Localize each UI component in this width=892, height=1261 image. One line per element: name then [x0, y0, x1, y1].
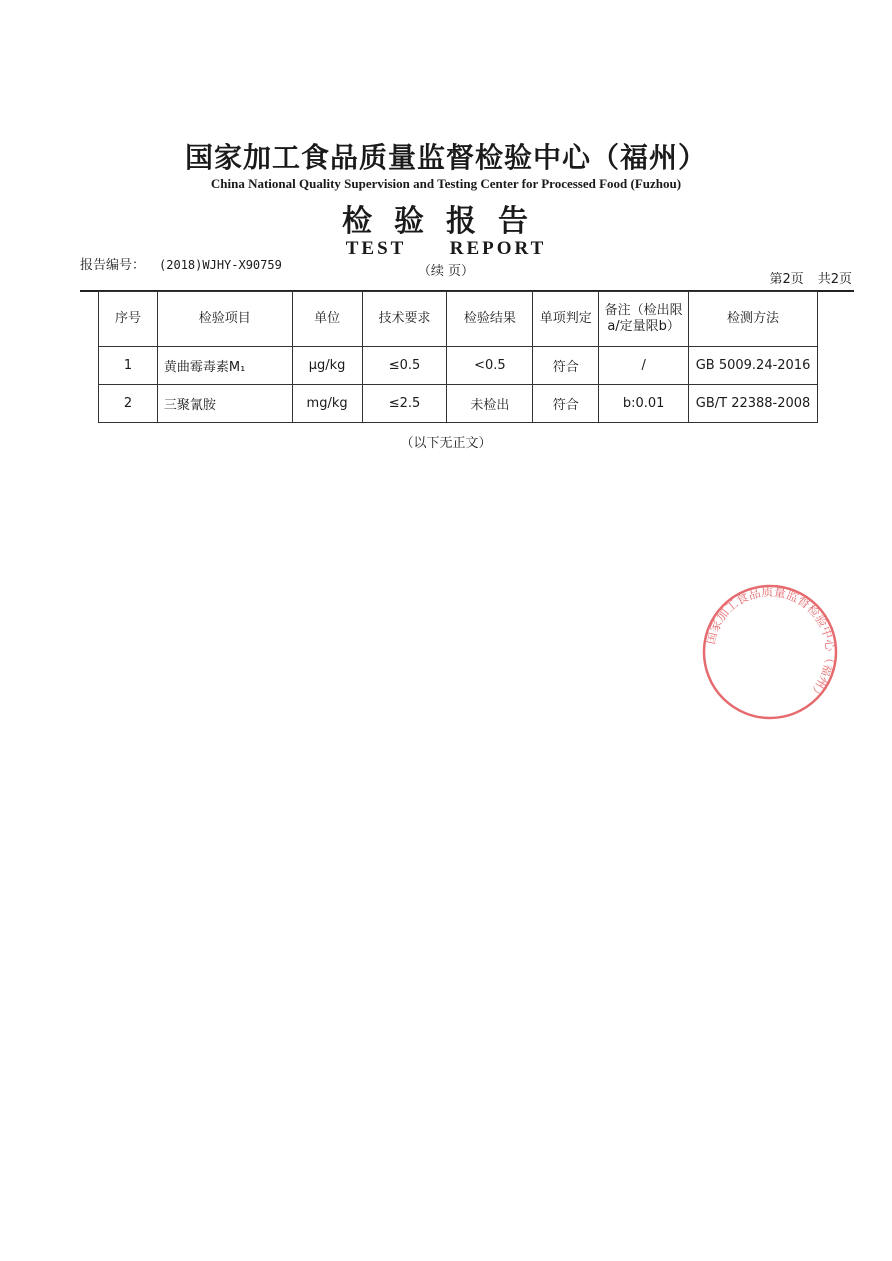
table-row [99, 385, 818, 423]
cell-remark: / [599, 347, 689, 385]
page-current: 第2页 [769, 272, 804, 287]
cell-item: 三聚氰胺 [157, 385, 292, 423]
cell-method: GB 5009.24-2016 [689, 347, 818, 385]
report-title-en: TEST REPORT [345, 238, 547, 259]
col-header-remark: 备注（检出限a/定量限b） [599, 292, 689, 347]
col-header-item: 检验项目 [157, 292, 292, 347]
cell-judgement: 符合 [533, 385, 599, 423]
page-info [769, 268, 852, 287]
cell-requirement: ≤2.5 [362, 385, 447, 423]
cell-unit: mg/kg [292, 385, 362, 423]
cell-requirement: ≤0.5 [362, 347, 447, 385]
report-number-value: (2018)WJHY-X90759 [159, 258, 282, 272]
page-total: 共2页 [817, 272, 852, 287]
cell-unit: μg/kg [292, 347, 362, 385]
end-of-report-note: （以下无正文） [400, 436, 492, 451]
seal-text: 国家加工食品质量监督检验中心（福州） [703, 584, 838, 702]
continued-label: （续 页） [417, 264, 475, 279]
cell-method: GB/T 22388-2008 [689, 385, 818, 423]
col-header-method: 检测方法 [689, 292, 818, 347]
table-row [99, 347, 818, 385]
col-header-result: 检验结果 [447, 292, 533, 347]
cell-remark: b:0.01 [599, 385, 689, 423]
cell-result: <0.5 [447, 347, 533, 385]
cell-index: 2 [99, 385, 158, 423]
cell-judgement: 符合 [533, 347, 599, 385]
results-table [98, 291, 818, 423]
col-header-requirement: 技术要求 [362, 292, 447, 347]
col-header-index: 序号 [99, 292, 158, 347]
cell-index: 1 [99, 347, 158, 385]
center-name-cn: 国家加工食品质量监督检验中心（福州） [184, 141, 707, 174]
cell-item: 黄曲霉毒素M₁ [157, 347, 292, 385]
col-header-unit: 单位 [292, 292, 362, 347]
cell-result: 未检出 [447, 385, 533, 423]
report-number-label: 报告编号： [80, 258, 146, 273]
col-header-judgement: 单项判定 [533, 292, 599, 347]
report-title-cn: 检验报告 [342, 204, 550, 239]
table-header-row [99, 292, 818, 347]
official-seal-stamp [700, 582, 840, 722]
center-name-en: China National Quality Supervision and Testing Center for Processed Food (Fuzhou) [210, 176, 682, 191]
